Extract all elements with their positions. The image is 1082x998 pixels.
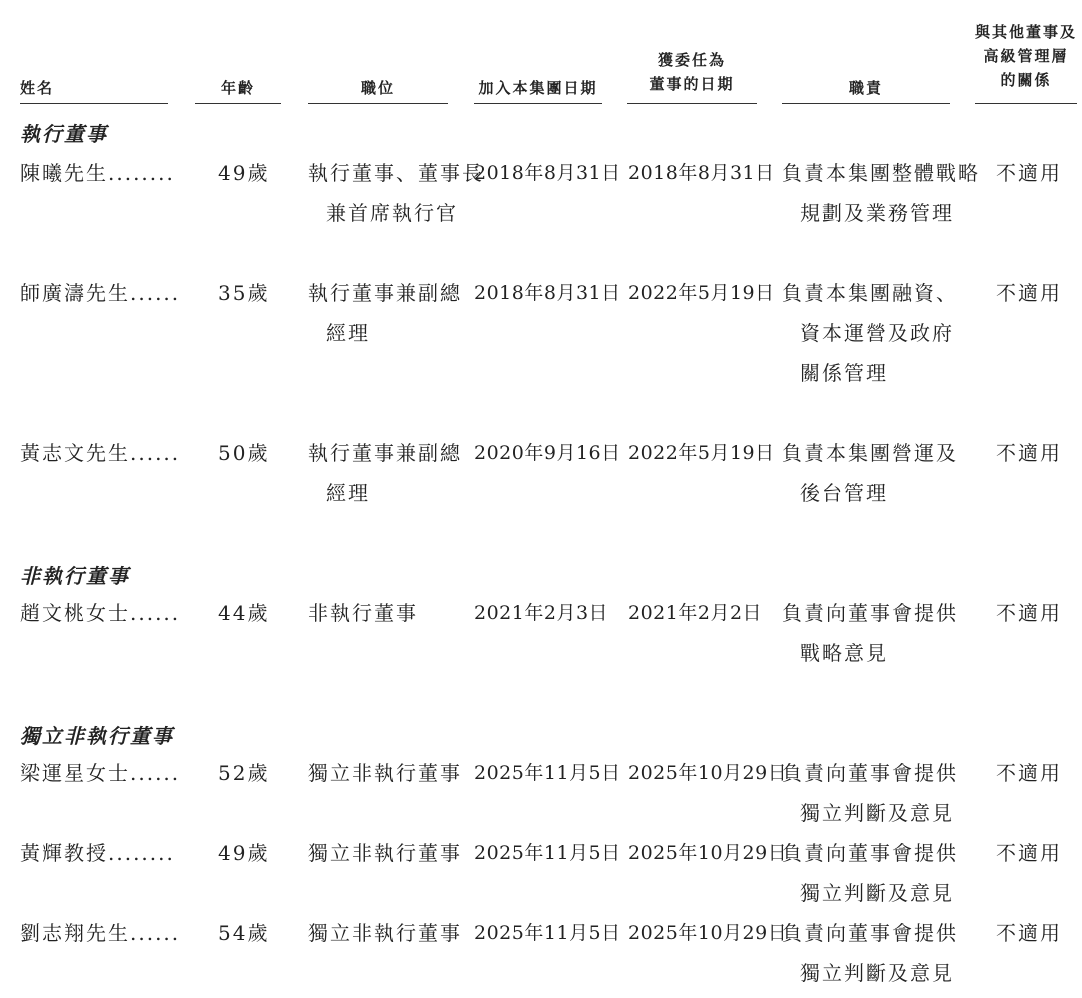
director-appoint-date: 2022年5月19日: [628, 282, 775, 304]
header-rule-duties: [782, 103, 950, 104]
director-join-date: 2020年9月16日: [474, 442, 621, 464]
section-independent-directors: 獨立非執行董事: [20, 724, 174, 748]
director-position-line1: 執行董事兼副總: [308, 441, 462, 465]
director-position-line1: 獨立非執行董事: [308, 761, 462, 785]
header-relation: [970, 20, 1082, 92]
director-duties-line2: 獨立判斷及意見: [800, 961, 954, 985]
director-join-date: 2018年8月31日: [474, 162, 621, 184]
header-relation-line2: 高級管理層: [983, 47, 1069, 65]
header-name: 姓名: [20, 79, 55, 97]
director-join-date: 2021年2月3日: [474, 602, 609, 624]
director-position-line1: 獨立非執行董事: [308, 841, 462, 865]
director-relation: 不適用: [996, 281, 1062, 305]
director-duties-line2: 資本運營及政府: [800, 321, 954, 345]
director-relation: 不適用: [996, 441, 1062, 465]
header-appoint-date: [627, 48, 757, 96]
director-name: 梁運星女士......: [20, 761, 181, 785]
header-join-date: 加入本集團日期: [478, 79, 598, 97]
header-relation-line1: 與其他董事及: [974, 23, 1077, 41]
director-duties-line1: 負責向董事會提供: [782, 761, 958, 785]
director-name: 趙文桃女士......: [20, 601, 181, 625]
director-appoint-date: 2025年10月29日: [628, 922, 788, 944]
header-rule-relation: [975, 103, 1077, 104]
director-age: 50歲: [218, 441, 270, 465]
director-position-line2: 經理: [326, 321, 370, 345]
header-rule-name: [20, 103, 168, 104]
director-appoint-date: 2025年10月29日: [628, 762, 788, 784]
director-duties-line2: 獨立判斷及意見: [800, 881, 954, 905]
director-relation: 不適用: [996, 761, 1062, 785]
director-join-date: 2018年8月31日: [474, 282, 621, 304]
header-duties: 職責: [848, 79, 883, 97]
director-duties-line1: 負責本集團整體戰略: [782, 161, 980, 185]
header-appoint-date-line1: 獲委任為: [657, 51, 726, 69]
header-relation-line3: 的關係: [1000, 71, 1052, 89]
section-non-executive-directors: 非執行董事: [20, 564, 130, 588]
director-appoint-date: 2018年8月31日: [628, 162, 775, 184]
director-position-line1: 非執行董事: [308, 601, 418, 625]
header-rule-appoint-date: [627, 103, 757, 104]
director-duties-line2: 後台管理: [800, 481, 888, 505]
header-age: 年齡: [220, 79, 255, 97]
director-age: 49歲: [218, 841, 270, 865]
director-age: 54歲: [218, 921, 270, 945]
director-position-line2: 兼首席執行官: [326, 201, 458, 225]
director-position-line1: 執行董事兼副總: [308, 281, 462, 305]
director-duties-line1: 負責向董事會提供: [782, 921, 958, 945]
director-relation: 不適用: [996, 161, 1062, 185]
director-name: 黃輝教授........: [20, 841, 175, 865]
director-duties-line2: 獨立判斷及意見: [800, 801, 954, 825]
director-appoint-date: 2025年10月29日: [628, 842, 788, 864]
director-join-date: 2025年11月5日: [474, 922, 621, 944]
director-duties-line1: 負責向董事會提供: [782, 841, 958, 865]
director-position-line1: 執行董事、董事長: [308, 161, 484, 185]
header-rule-age: [195, 103, 281, 104]
header-rule-position: [308, 103, 448, 104]
director-duties-line1: 負責本集團融資、: [782, 281, 958, 305]
section-executive-directors: 執行董事: [20, 122, 108, 146]
director-appoint-date: 2021年2月2日: [628, 602, 763, 624]
director-duties-line2: 規劃及業務管理: [800, 201, 954, 225]
director-join-date: 2025年11月5日: [474, 842, 621, 864]
header-position: 職位: [360, 79, 395, 97]
director-relation: 不適用: [996, 601, 1062, 625]
director-name: 黃志文先生......: [20, 441, 181, 465]
director-relation: 不適用: [996, 841, 1062, 865]
director-appoint-date: 2022年5月19日: [628, 442, 775, 464]
director-age: 52歲: [218, 761, 270, 785]
director-name: 陳曦先生........: [20, 161, 175, 185]
header-appoint-date-line2: 董事的日期: [649, 75, 735, 93]
director-name: 師廣濤先生......: [20, 281, 181, 305]
director-age: 44歲: [218, 601, 270, 625]
director-age: 49歲: [218, 161, 270, 185]
director-join-date: 2025年11月5日: [474, 762, 621, 784]
director-name: 劉志翔先生......: [20, 921, 181, 945]
director-duties-line3: 關係管理: [800, 361, 888, 385]
director-relation: 不適用: [996, 921, 1062, 945]
director-duties-line1: 負責向董事會提供: [782, 601, 958, 625]
director-position-line1: 獨立非執行董事: [308, 921, 462, 945]
director-duties-line2: 戰略意見: [800, 641, 888, 665]
director-duties-line1: 負責本集團營運及: [782, 441, 958, 465]
header-rule-join-date: [474, 103, 602, 104]
director-position-line2: 經理: [326, 481, 370, 505]
director-age: 35歲: [218, 281, 270, 305]
